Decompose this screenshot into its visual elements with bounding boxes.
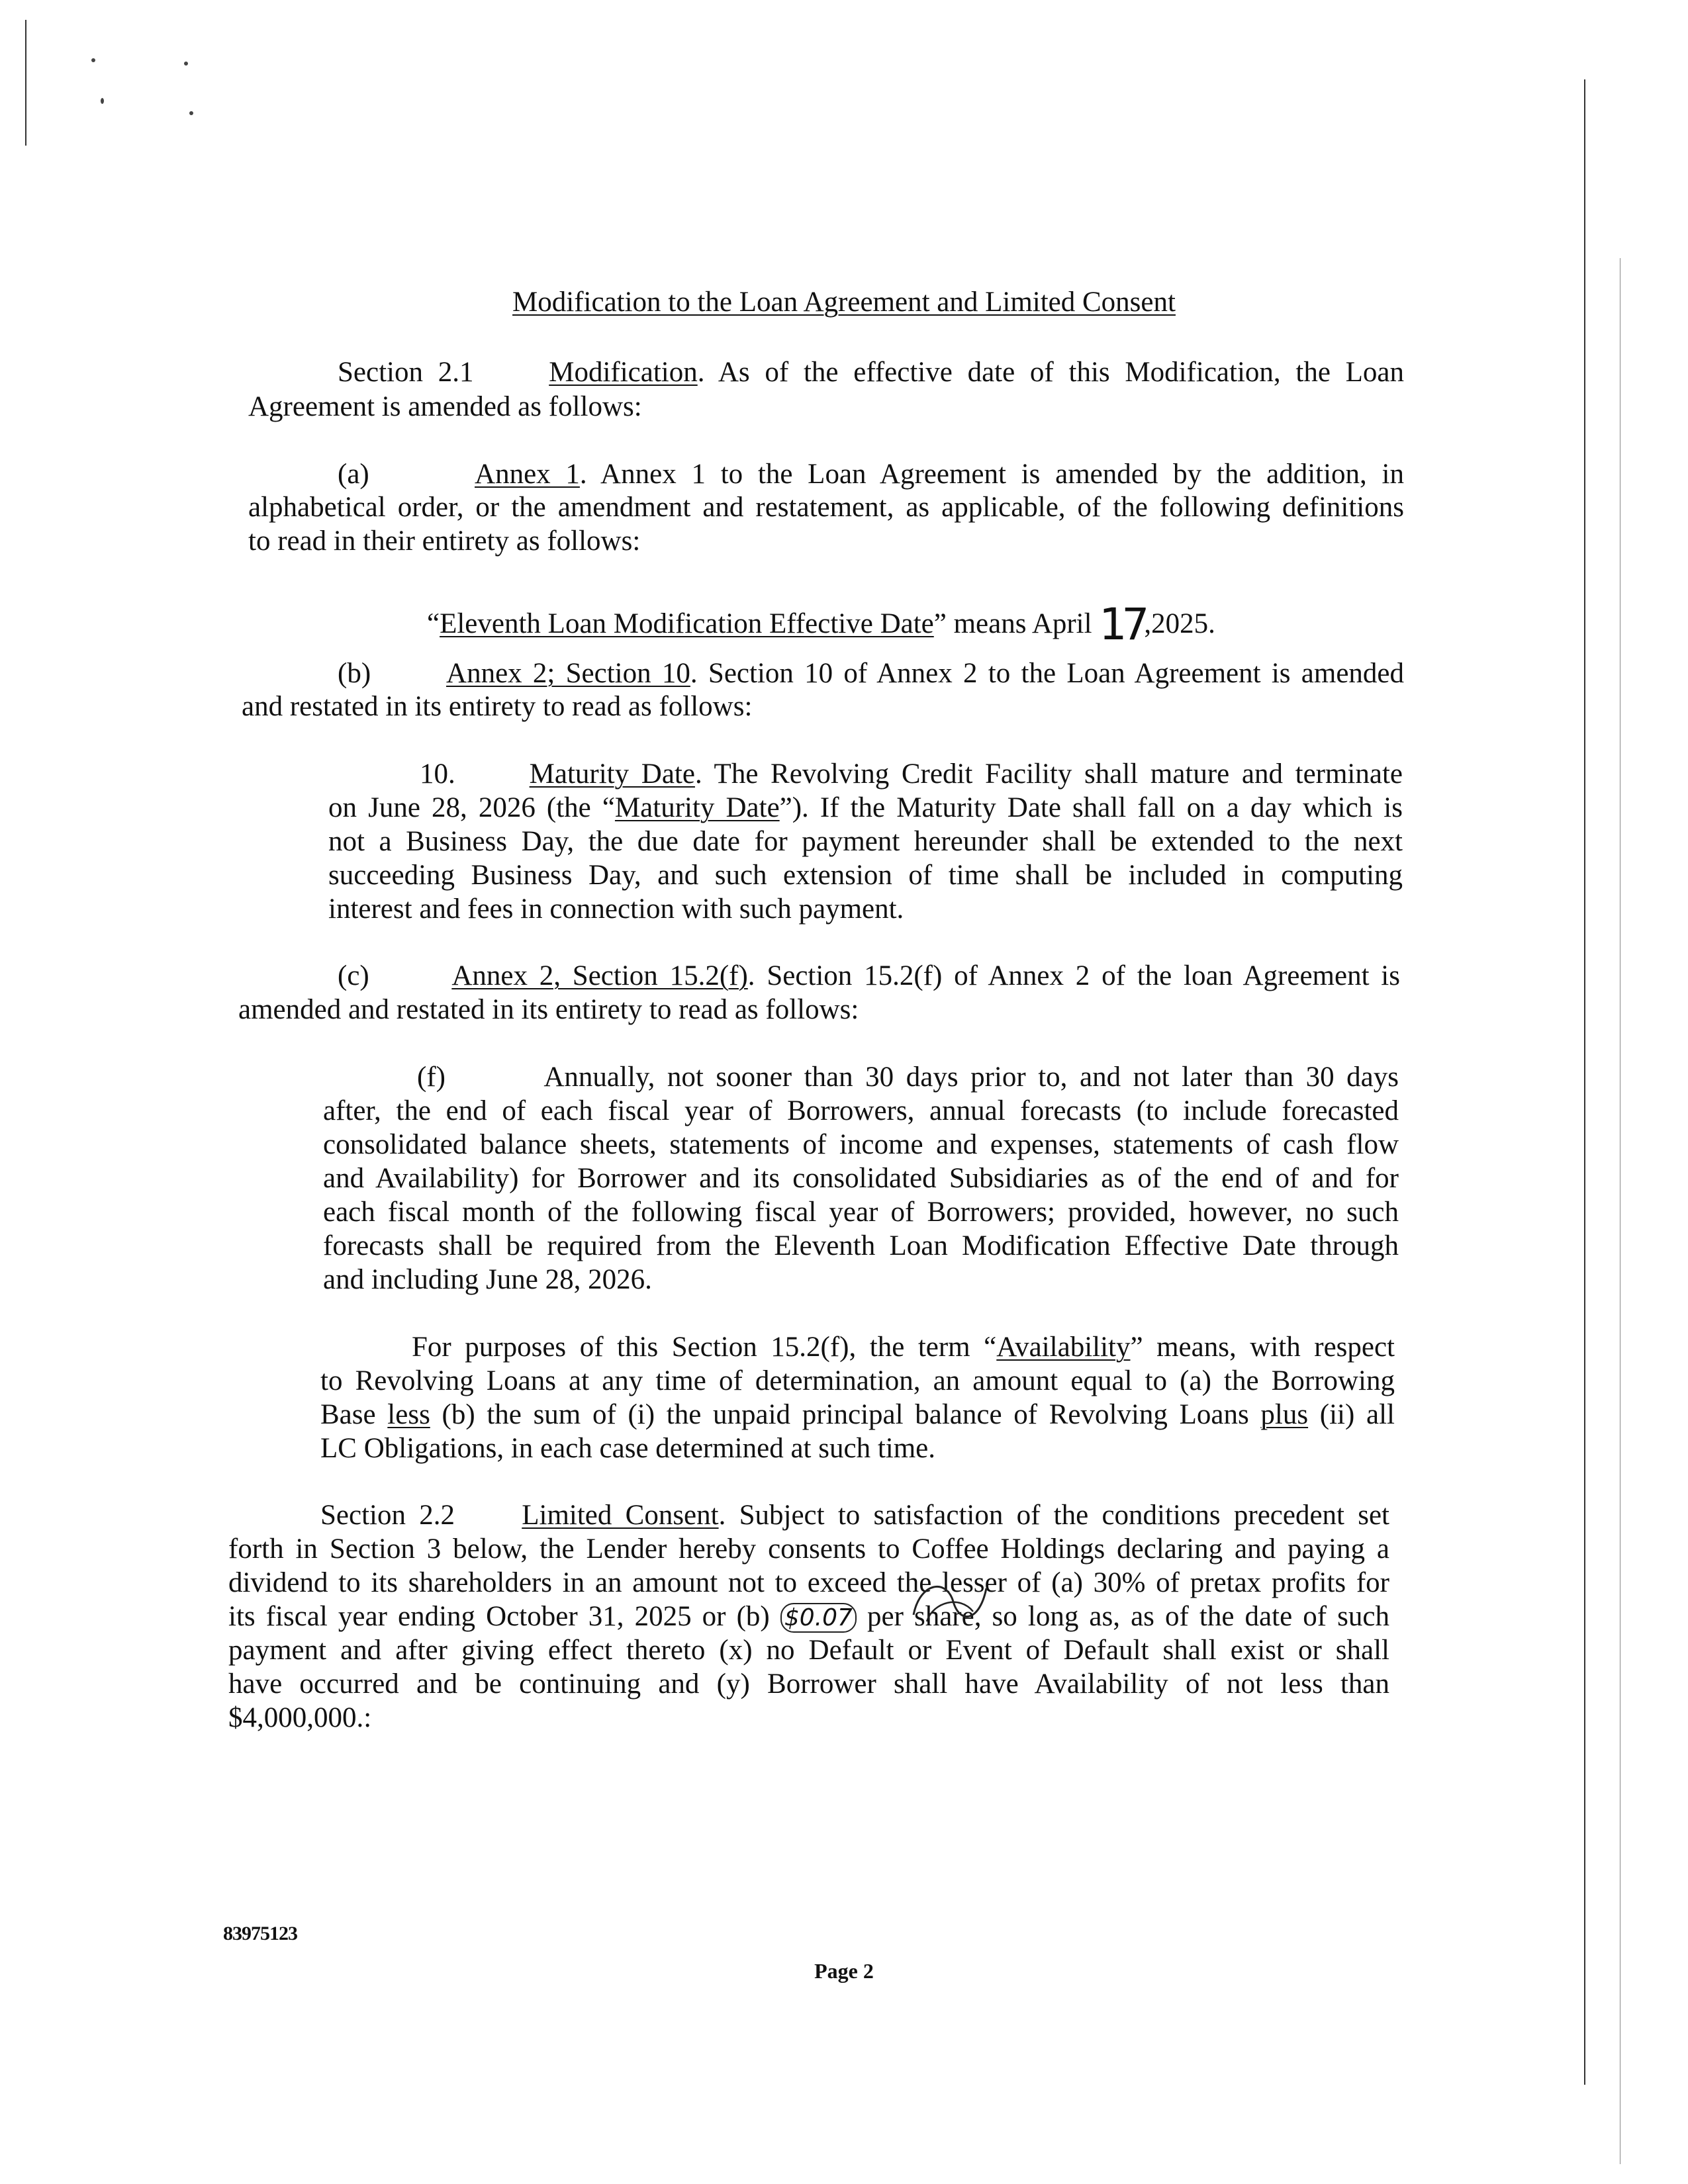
maturity-item-line-1: 10. Maturity Date. The Revolving Credit Facility shall mature and terminate (420, 758, 1403, 790)
scan-speck (101, 98, 104, 104)
clause-c-line-1: (c) Annex 2, Section 15.2(f). Section 15.2(f) of Annex 2 of the loan Agreement is (338, 960, 1400, 991)
clause-f-line-7: and including June 28, 2026. (323, 1264, 652, 1295)
availability-line-1: For purposes of this Section 15.2(f), the term “Availability” means, with respect (412, 1332, 1395, 1363)
maturity-item-line-3: not a Business Day, the due date for payment hereunder shall be extended to the next (328, 826, 1403, 857)
scan-speck (184, 62, 188, 66)
section-2-2-line-2: forth in Section 3 below, the Lender hereby consents to Coffee Holdings declaring and paying a (228, 1533, 1389, 1565)
document-title: Modification to the Loan Agreement and Limited Consent (512, 287, 1176, 318)
clause-f-line-2: after, the end of each fiscal year of Borrowers, annual forecasts (to include forecasted (323, 1095, 1399, 1126)
maturity-item-line-2: on June 28, 2026 (the “Maturity Date”). If the Maturity Date shall fall on a day which is (328, 792, 1403, 823)
scan-speck (91, 58, 95, 62)
section-2-2-line-6: have occurred and be continuing and (y) Borrower shall have Availability of not less than (228, 1668, 1389, 1700)
section-2-1-line-1: Section 2.1 Modification. As of the effective date of this Modification, the Loan (338, 357, 1405, 388)
clause-f-line-3: consolidated balance sheets, statements of income and expenses, statements of cash flow (323, 1129, 1399, 1160)
scan-edge-left (25, 20, 26, 146)
section-2-1-line-2: Agreement is amended as follows: (248, 391, 642, 422)
clause-f-line-6: forecasts shall be required from the Eleventh Loan Modification Effective Date through (323, 1230, 1399, 1261)
section-2-2-line-3: dividend to its shareholders in an amount not to exceed the lesser of (a) 30% of pretax profits for (228, 1567, 1389, 1598)
clause-b-line-1: (b) Annex 2; Section 10. Section 10 of Annex 2 to the Loan Agreement is amended (338, 658, 1404, 689)
clause-c-line-2: amended and restated in its entirety to read as follows: (238, 994, 859, 1025)
handwritten-amount: $0.07 (780, 1603, 857, 1633)
handwritten-day: 17 (1099, 599, 1145, 650)
clause-b-line-2: and restated in its entirety to read as follows: (242, 691, 753, 722)
clause-a-line-1: (a) Annex 1. Annex 1 to the Loan Agreement is amended by the addition, in (338, 459, 1405, 490)
section-2-2-line-1: Section 2.2 Limited Consent. Subject to satisfaction of the conditions precedent set (320, 1500, 1389, 1531)
availability-line-2: to Revolving Loans at any time of determination, an amount equal to (a) the Borrowing (320, 1365, 1395, 1396)
document-id: 83975123 (223, 1923, 297, 1944)
page-number: Page 2 (814, 1959, 874, 1983)
scan-edge-right (1584, 79, 1585, 2085)
clause-a-line-3: to read in their entirety as follows: (248, 525, 641, 557)
clause-f-line-4: and Availability) for Borrower and its consolidated Subsidiaries as of the end of and for (323, 1163, 1399, 1194)
maturity-item-line-5: interest and fees in connection with such payment. (328, 893, 904, 925)
section-2-2-line-7: $4,000,000.: (228, 1702, 372, 1733)
section-2-2-line-4: its fiscal year ending October 31, 2025 or (b) $0.07 per share, so long as, as of the date of such (228, 1601, 1389, 1632)
clause-f-line-5: each fiscal month of the following fiscal year of Borrowers; provided, however, no such (323, 1197, 1399, 1228)
availability-line-3: Base less (b) the sum of (i) the unpaid principal balance of Revolving Loans plus (ii) all (320, 1399, 1395, 1430)
availability-line-4: LC Obligations, in each case determined at such time. (320, 1433, 935, 1464)
section-2-2-line-5: payment and after giving effect thereto (x) no Default or Event of Default shall exist or shall (228, 1635, 1389, 1666)
clause-a-line-2: alphabetical order, or the amendment and restatement, as applicable, of the following definitions (248, 492, 1404, 523)
definition-effective-date: “Eleventh Loan Modification Effective Date” means April 17,2025. (427, 599, 1215, 650)
clause-f-line-1: (f) Annually, not sooner than 30 days prior to, and not later than 30 days (417, 1062, 1399, 1093)
handwritten-initials (907, 1575, 993, 1628)
maturity-item-line-4: succeeding Business Day, and such extension of time shall be included in computing (328, 860, 1403, 891)
scan-speck (189, 111, 193, 115)
